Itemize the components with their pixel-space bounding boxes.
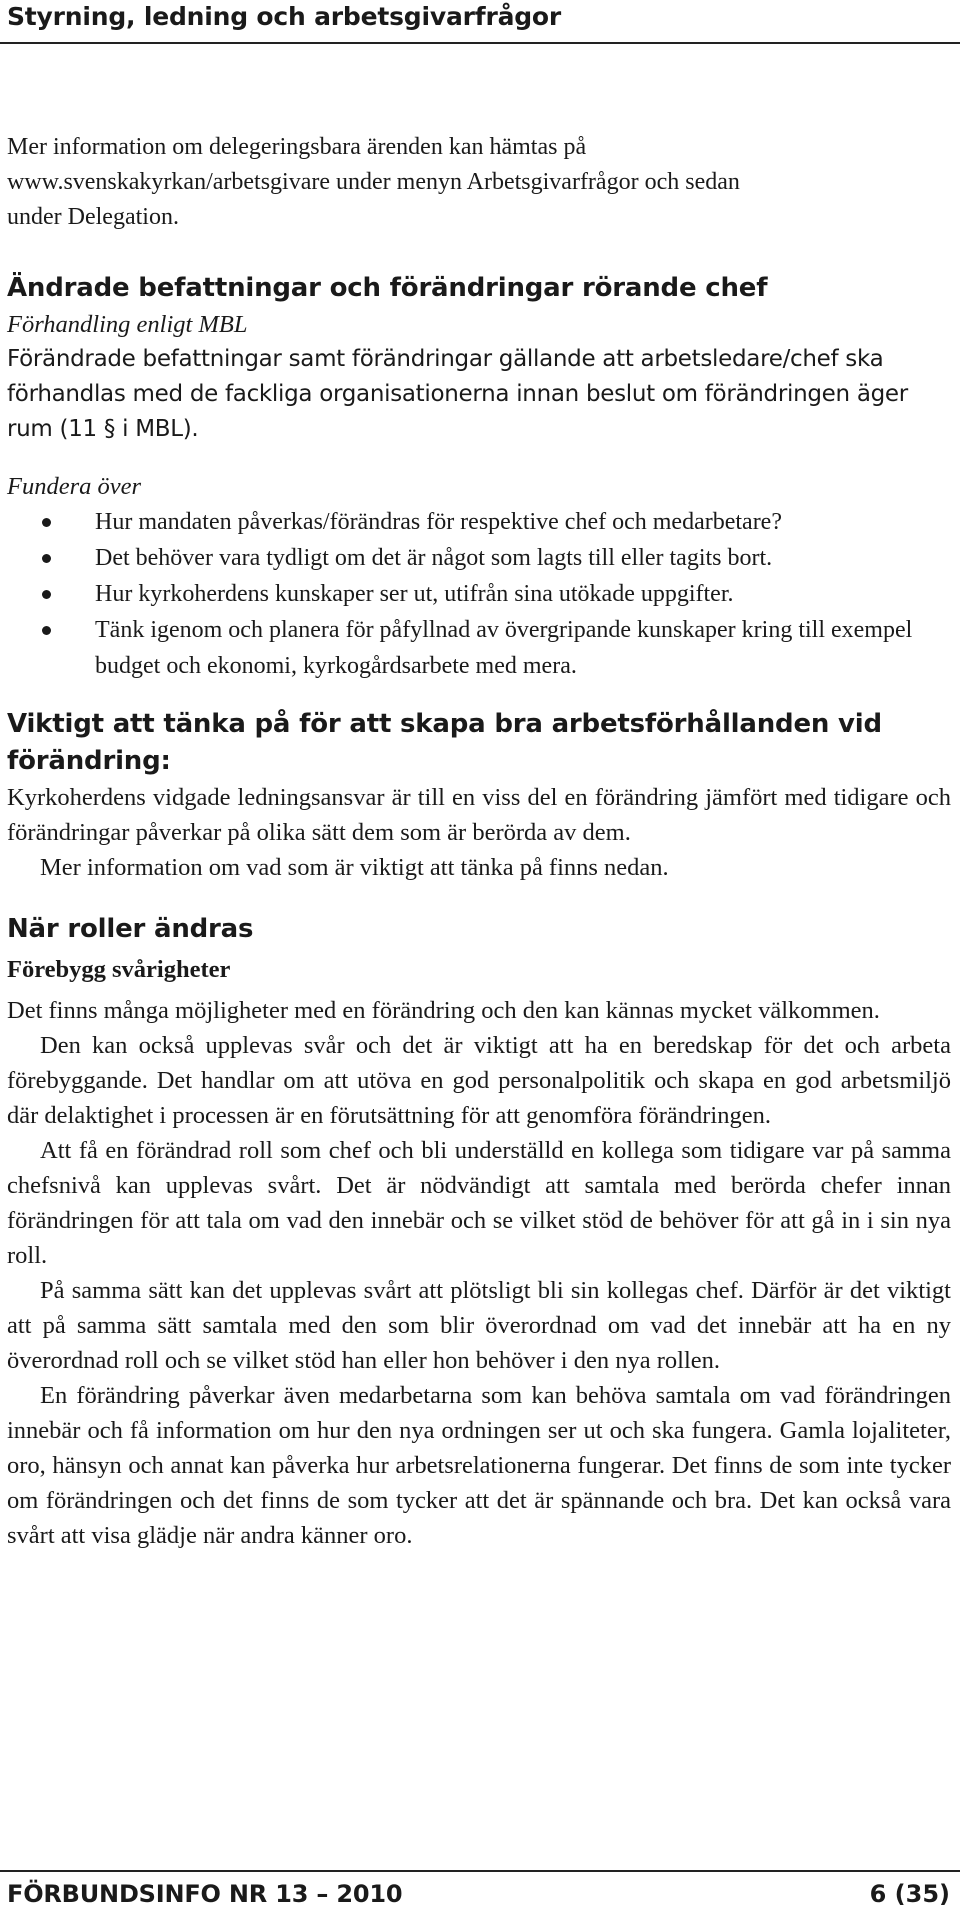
list-item: Tänk igenom och planera för påfyllnad av övergripande kunskaper kring till exempel budget och ekonomi, kyrkogårdsarbete med mera. [7, 612, 951, 684]
list-item: Hur mandaten påverkas/förändras för respektive chef och medarbetare? [7, 504, 951, 540]
header-rule [0, 42, 960, 44]
paragraph-leadership: Kyrkoherdens vidgade ledningsansvar är till en viss del en förändring jämfört med tidigare och förändringar påverkar på olika sätt dem som är berörda av dem. [7, 784, 951, 846]
subheading-mbl: Förhandling enligt MBL [7, 311, 248, 338]
bullet-icon [42, 554, 51, 563]
section-heading-changed-positions: Ändrade befattningar och förändringar rörande chef [7, 273, 768, 303]
main-content [7, 130, 951, 1553]
paragraph-more-info: Mer information om vad som är viktigt att tänka på finns nedan. [40, 854, 669, 881]
page-number: 6 (35) [869, 1880, 950, 1908]
footer-rule [0, 1870, 960, 1872]
running-header-title: Styrning, ledning och arbetsgivarfrågor [7, 2, 562, 31]
list-item: Hur kyrkoherdens kunskaper ser ut, utifrån sina utökade uppgifter. [7, 576, 951, 612]
section-heading-roles-change: När roller ändras [7, 914, 254, 944]
paragraph-mbl: Förändrade befattningar samt förändringar gällande att arbetsledare/chef ska förhandlas med de fackliga organisationerna innan beslut om förändringen äger rum (11 § i MBL). [7, 346, 908, 442]
bullet-icon [42, 518, 51, 527]
intro-block [7, 130, 951, 235]
consider-label: Fundera över [7, 473, 142, 500]
footer-publication: FÖRBUNDSINFO NR 13 – 2010 [7, 1880, 403, 1908]
consider-list [7, 504, 951, 684]
paragraph-colleague-boss: På samma sätt kan det upplevas svårt att plötsligt bli sin kollegas chef. Därför är det viktigt att på samma sätt samtala med den som blir överordnad om vad det innebär att ha en ny överordnad roll och se vilket stöd han eller hon behöver i den nya rollen. [7, 1277, 951, 1374]
subheading-prevent: Förebygg svårigheter [7, 956, 231, 983]
section-heading-work-conditions: Viktigt att tänka på för att skapa bra arbetsförhållanden vid förändring: [7, 709, 882, 776]
paragraph-employees: En förändring påverkar även medarbetarna som kan behöva samtala om vad förändringen innebär och få information om hur den nya ordningen ser ut och ska fungera. Gamla lojaliteter, oro, hänsyn och annat kan påverka hur arbetsrelationerna fungerar. Det finns de som inte tycker om förändringen och det finns de som tycker att det är spännande och bra. Det kan också vara svårt att visa glädje när andra känner oro. [7, 1382, 951, 1549]
paragraph-preparedness: Den kan också upplevas svår och det är viktigt att ha en beredskap för det och arbeta förebyggande. Det handlar om att utöva en god personalpolitik och skapa en god arbetsmiljö där delaktighet i processen är en förutsättning för att genomföra förändringen. [7, 1032, 951, 1129]
paragraph-new-role: Att få en förändrad roll som chef och bli underställd en kollega som tidigare var på samma chefsnivå kan upplevas svårt. Det är nödvändigt att samtala med berörda chefer innan förändringen för att tala om vad den innebär och se vilket stöd de behöver för att gå in i sin nya roll. [7, 1137, 951, 1269]
bullet-icon [42, 590, 51, 599]
list-item: Det behöver vara tydligt om det är något som lagts till eller tagits bort. [7, 540, 951, 576]
intro-line-3: under Delegation. [7, 204, 179, 230]
bullet-icon [42, 626, 51, 635]
intro-line-1: Mer information om delegeringsbara ärenden kan hämtas på [7, 134, 587, 160]
intro-line-2: www.svenskakyrkan/arbetsgivare under menyn Arbetsgivarfrågor och sedan [7, 169, 740, 195]
paragraph-opportunities: Det finns många möjligheter med en förändring och den kan kännas mycket välkommen. [7, 997, 880, 1024]
